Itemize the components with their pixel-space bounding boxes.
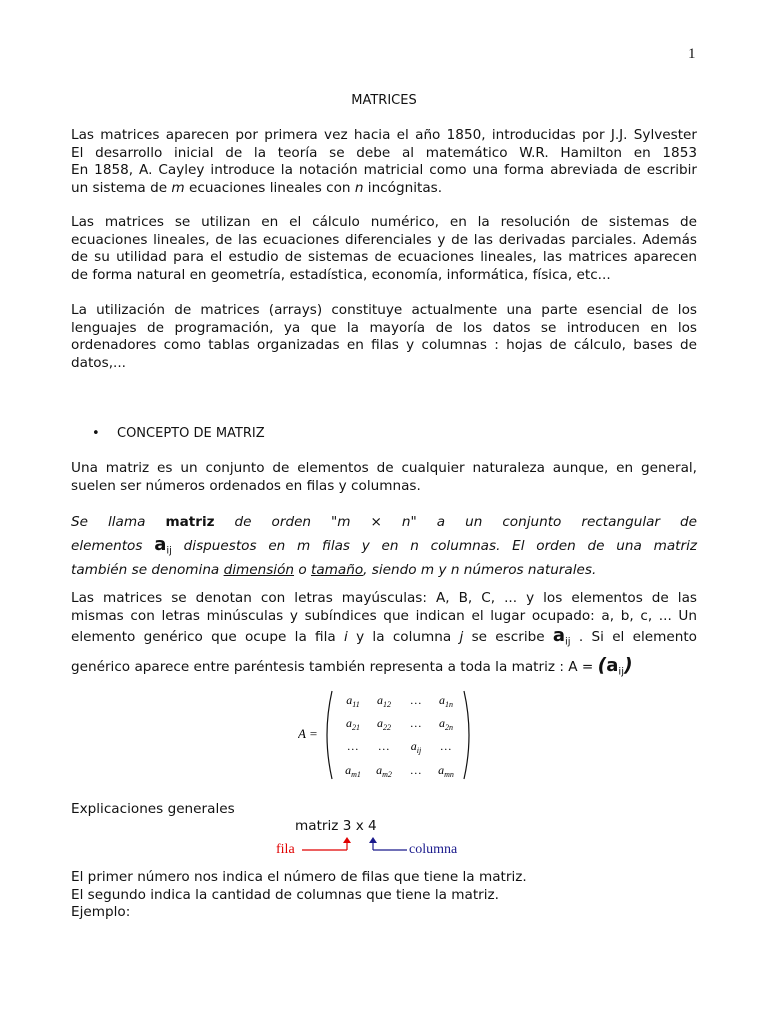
text-line: El segundo indica la cantidad de columnas que tiene la matriz. — [71, 886, 499, 903]
arrows-figure — [300, 836, 410, 858]
text-line: lenguajes de programación, ya que la mayoría de los datos se introducen en los — [71, 319, 697, 336]
text-line: datos,... — [71, 354, 126, 371]
columna-label: columna — [409, 842, 458, 857]
notation-paragraph — [71, 590, 697, 684]
matrix-entry: … — [410, 693, 422, 707]
matrix-entry: … — [410, 716, 422, 730]
matrix-entry: $a_{2n}$ — [439, 716, 453, 732]
matrix-entry: … — [378, 739, 390, 753]
matrix-entry: $a_{21}$ — [346, 716, 360, 732]
left-parenthesis — [327, 691, 332, 779]
text-line: de forma natural en geometría, estadística, economía, informática, física, etc... — [71, 266, 611, 283]
columna-arrow-head — [369, 837, 377, 843]
text-line: mismas con letras minúsculas y subíndices que indican el lugar ocupado: a, b, c, ... Un — [71, 607, 697, 624]
text-line: El desarrollo inicial de la teoría se debe al matemático W.R. Hamilton en 1853 — [71, 144, 697, 161]
definition-paragraph — [71, 460, 697, 495]
matrix-cells — [345, 693, 454, 779]
text-line: también se denomina dimensión o tamaño, siendo m y n números naturales. — [71, 561, 597, 578]
text-line: ecuaciones lineales, de las ecuaciones diferenciales y de las derivadas parciales. Además — [71, 231, 697, 248]
text-line: ordenadores como tablas organizadas en filas y columnas : hojas de cálculo, bases de — [71, 337, 697, 354]
fila-label: fila — [276, 842, 295, 857]
uses-paragraph — [71, 214, 697, 284]
page-title: MATRICES — [351, 93, 417, 108]
matrix-entry: $a_{m1}$ — [345, 763, 361, 779]
text-line: Ejemplo: — [71, 904, 131, 921]
matrix-definition-paragraph — [71, 512, 697, 581]
matrix-entry: $a_{m2}$ — [376, 763, 392, 779]
generic-matrix-figure — [298, 688, 478, 783]
matrix-entry: … — [347, 739, 359, 753]
matrix-entry: $a_{1n}$ — [439, 693, 453, 709]
matrix-entry: … — [440, 739, 452, 753]
matrix-entry: $a_{12}$ — [377, 693, 391, 709]
matrix-label: A = — [298, 726, 318, 741]
programming-paragraph — [71, 302, 697, 372]
text-line: genérico aparece entre paréntesis también representa a toda la matriz : $A = (a_{ij})$ — [71, 653, 633, 678]
right-parenthesis — [464, 691, 469, 779]
text-line: En 1858, A. Cayley introduce la notación matricial como una forma abreviada de escribir — [71, 162, 697, 179]
text-line: de su utilidad para el estudio de sistemas de ecuaciones lineales, las matrices aparecen — [71, 249, 697, 266]
text-line: Las matrices se denotan con letras mayúsculas: A, B, C, ... y los elementos de las — [71, 590, 697, 606]
section-heading: CONCEPTO DE MATRIZ — [117, 426, 265, 441]
matrix-entry: $a_{11}$ — [346, 693, 360, 709]
page-number: 1 — [688, 46, 696, 62]
text-line: Las matrices se utilizan en el cálculo numérico, en la resolución de sistemas de — [71, 214, 697, 230]
fila-arrow-head — [343, 837, 351, 843]
text-line: Las matrices aparecen por primera vez hacia el año 1850, introducidas por J.J. Sylvester — [71, 127, 697, 143]
matrix-size-label: matriz 3 x 4 — [295, 818, 377, 834]
text-line: elementos $a_{ij}$ dispuestos en m filas y en n columnas. El orden de una matriz — [71, 534, 697, 557]
text-line: El primer número nos indica el número de filas que tiene la matriz. — [71, 869, 527, 885]
closing-paragraph — [71, 869, 527, 922]
intro-paragraph — [71, 127, 697, 197]
text-line: elemento genérico que ocupe la fila i y la columna j se escribe $a_{ij}$ . Si el elemento — [71, 625, 697, 648]
text-line: Una matriz es un conjunto de elementos de cualquier naturaleza aunque, en general, — [71, 460, 697, 476]
matrix-entry: $a_{22}$ — [377, 716, 391, 732]
matrix-entry: $a_{ij}$ — [410, 739, 422, 755]
matrix-entry: … — [410, 763, 422, 777]
text-line: La utilización de matrices (arrays) constituye actualmente una parte esencial de los — [71, 302, 697, 318]
explanation-heading: Explicaciones generales — [71, 801, 235, 817]
text-line: suelen ser números ordenados en filas y columnas. — [71, 477, 421, 494]
matrix-entry: $a_{mn}$ — [438, 763, 454, 779]
text-line: Se llama matriz de orden "m × n" a un conjunto rectangular de — [71, 514, 697, 530]
text-line: un sistema de m ecuaciones lineales con n incógnitas. — [71, 179, 443, 196]
bullet-icon: • — [92, 426, 100, 441]
